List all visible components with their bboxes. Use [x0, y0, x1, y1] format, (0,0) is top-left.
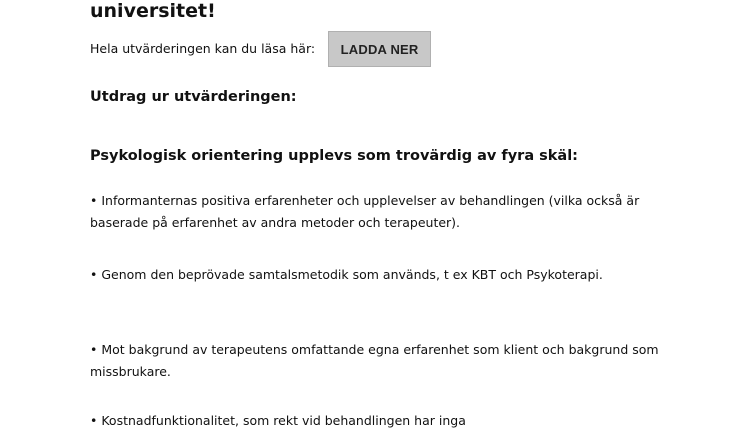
bullet-item: • Genom den beprövade samtalsmetodik som används, t ex KBT och Psykoterapi.: [90, 267, 603, 282]
bullet-item: • Mot bakgrund av terapeutens omfattande egna erfarenhet som klient och bakgrund som missbrukare.: [90, 342, 659, 379]
bullet-item: • Kostnadfunktionalitet, som rekt vid behandlingen har inga: [90, 413, 466, 428]
article-heading: universitet!: [90, 0, 216, 22]
download-prompt: Hela utvärderingen kan du läsa här:: [90, 41, 316, 56]
download-button[interactable]: LADDA NER: [328, 31, 431, 67]
bullet-item: • Informanternas positiva erfarenheter och upplevelser av behandlingen (vilka också är baserade på erfarenhet av andra metoder och terapeuter).: [90, 193, 640, 230]
section-heading: Psykologisk orientering upplevs som trovärdig av fyra skäl:: [90, 148, 578, 164]
download-row: [90, 31, 431, 67]
excerpt-heading: Utdrag ur utvärderingen:: [90, 89, 297, 105]
